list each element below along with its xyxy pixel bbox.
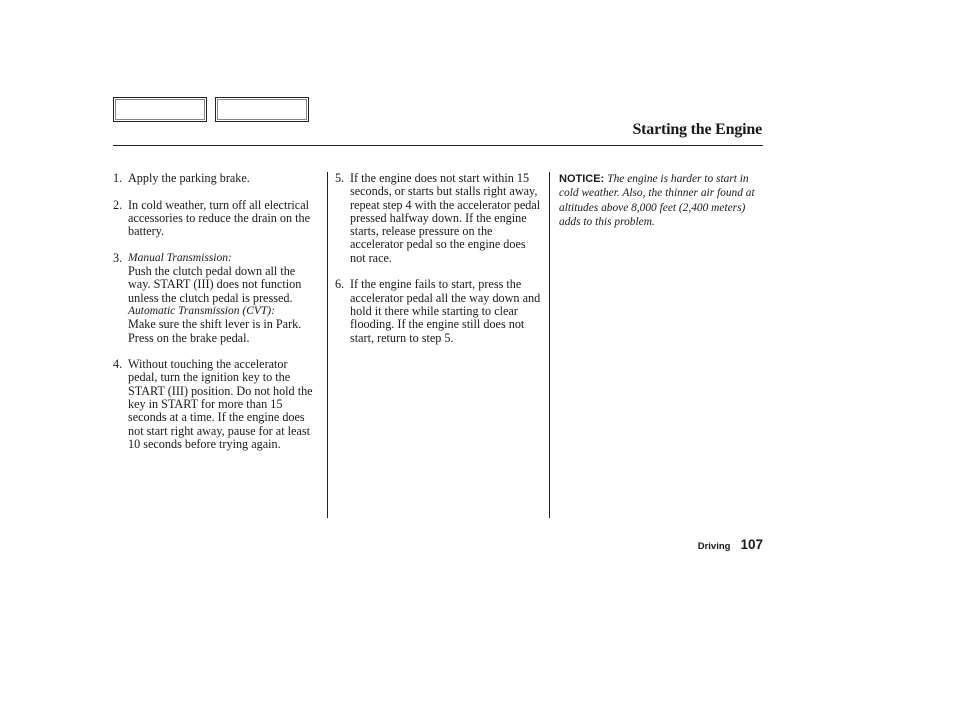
notice-block <box>559 172 763 229</box>
step-text: Apply the parking brake. <box>128 171 250 185</box>
title-rule <box>113 145 763 146</box>
step-1 <box>113 172 319 185</box>
step-4 <box>113 358 319 451</box>
column-middle <box>335 172 541 358</box>
step-text: If the engine does not start within 15 seconds, or starts but stalls right away, repeat step 4 with the accelerator pedal pressed halfway down. If the engine starts, release pressure on the accelerator pedal so the engine does not race. <box>350 171 541 265</box>
manual-transmission-text: Push the clutch pedal down all the way. START (III) does not function unless the clutch pedal is pressed. <box>128 264 302 305</box>
step-number: 1. <box>113 171 123 185</box>
step-number: 4. <box>113 357 123 372</box>
step-3 <box>113 252 319 345</box>
step-number: 3. <box>113 250 123 265</box>
nav-button-right[interactable] <box>215 97 309 122</box>
page-footer <box>698 536 763 554</box>
step-number: 2. <box>113 197 123 212</box>
step-6 <box>335 278 541 344</box>
notice-label: NOTICE: <box>559 173 605 185</box>
step-number: 6. <box>335 277 345 292</box>
notice-text: The engine is harder to start in cold weather. Also, the thinner air found at altitudes above 8,000 feet (2,400 meters) adds to this problem. <box>559 173 755 228</box>
step-2 <box>113 199 319 239</box>
column-left <box>113 172 319 465</box>
nav-button-left[interactable] <box>113 97 207 122</box>
step-text: Without touching the accelerator pedal, turn the ignition key to the START (III) position. Do not hold the key in START for more than 15 seconds at a time. If the engine does not start right away, pause for at least 10 seconds before trying again. <box>128 357 313 451</box>
step-5 <box>335 172 541 265</box>
automatic-transmission-text: Make sure the shift lever is in Park. Press on the brake pedal. <box>128 317 302 345</box>
footer-section-name: Driving <box>697 541 731 552</box>
manual-transmission-label: Manual Transmission: <box>128 251 232 264</box>
page-title: Starting the Engine <box>632 121 762 138</box>
step-number: 5. <box>335 171 345 185</box>
column-right <box>559 172 763 229</box>
column-divider <box>327 172 328 518</box>
column-divider <box>549 172 550 518</box>
step-text: In cold weather, turn off all electrical accessories to reduce the drain on the battery. <box>128 197 311 239</box>
step-text: If the engine fails to start, press the accelerator pedal all the way down and hold it there while starting to clear flooding. If the engine still does not start, return to step 5. <box>350 277 541 345</box>
automatic-transmission-label: Automatic Transmission (CVT): <box>128 304 275 317</box>
page-number: 107 <box>740 537 763 552</box>
